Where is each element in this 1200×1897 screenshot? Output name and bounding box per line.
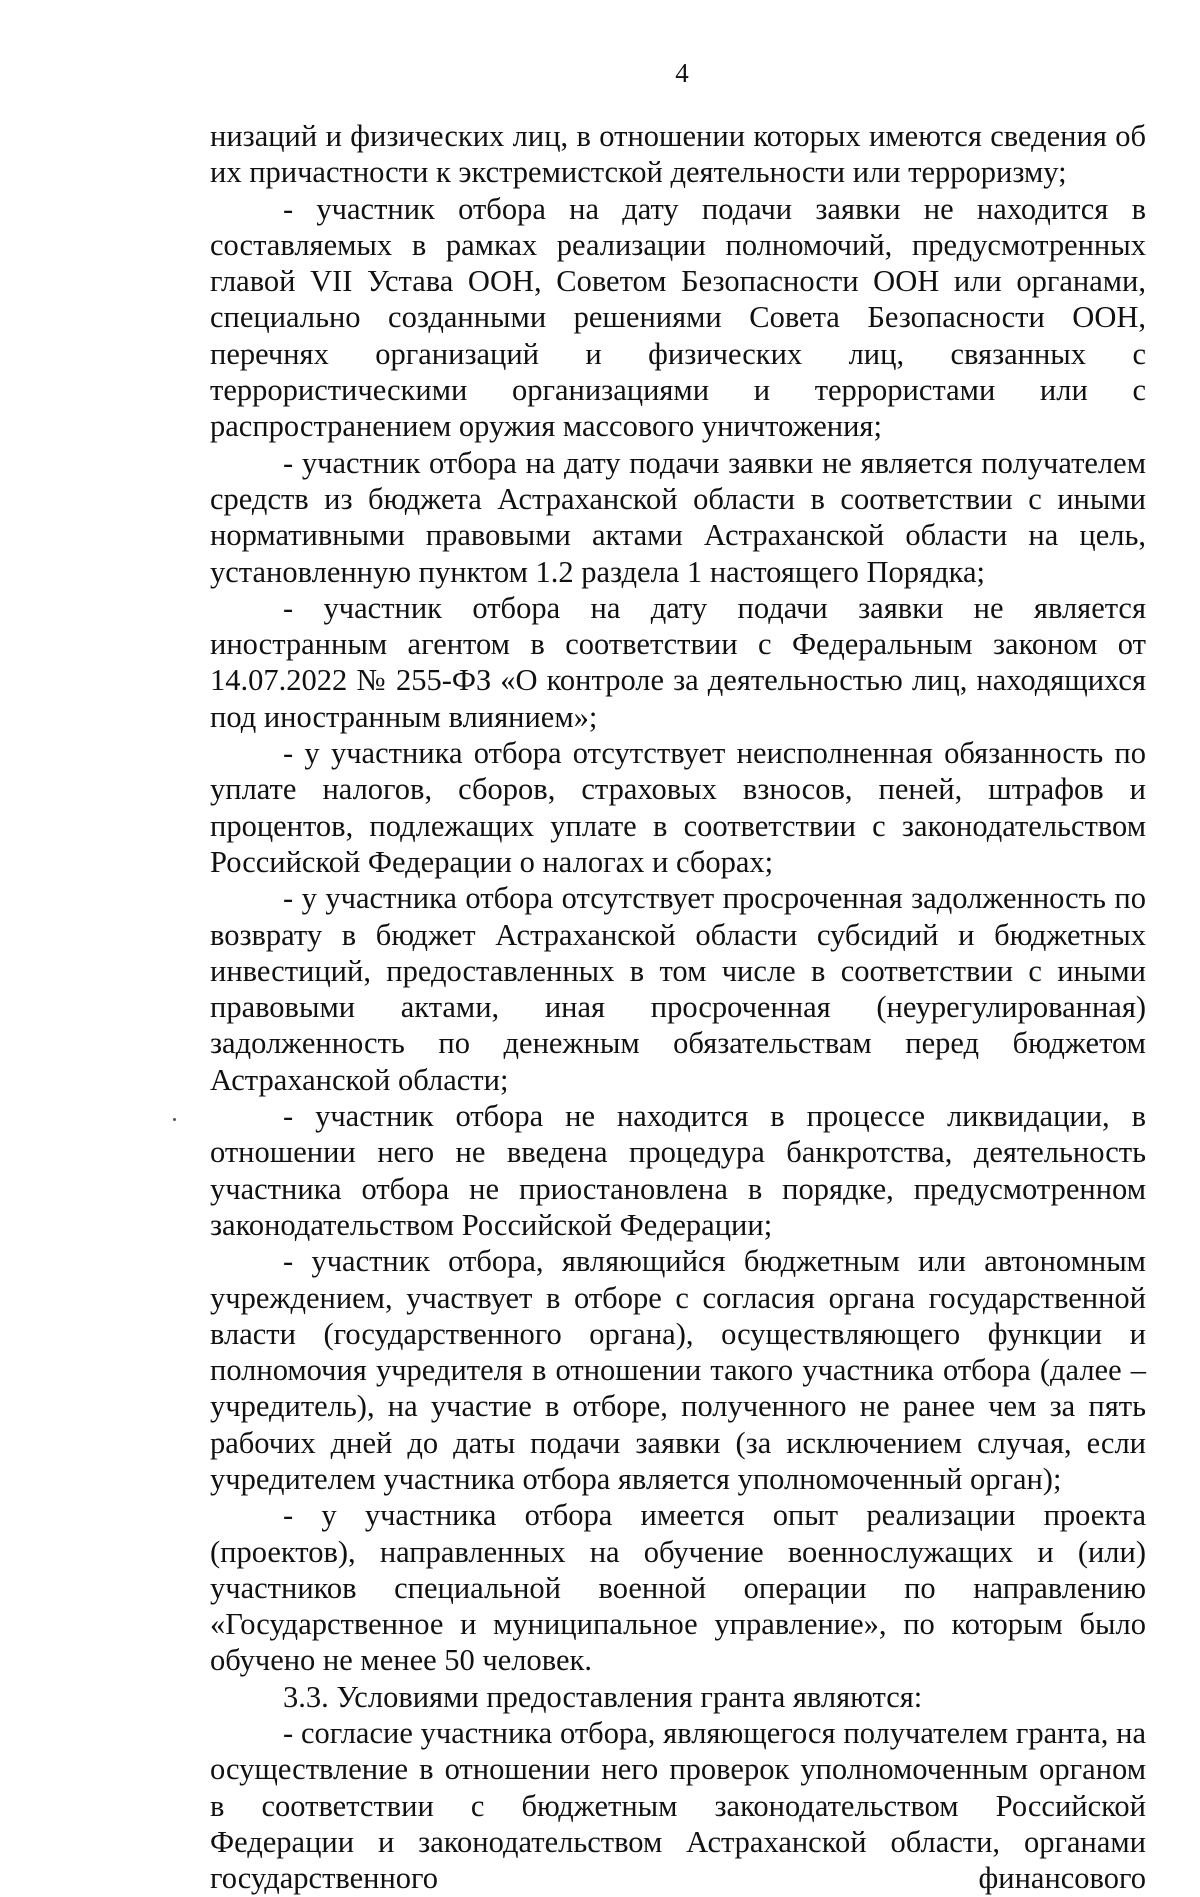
paragraph-no-liquidation: - участник отбора не находится в процессе ликвидации, в отношении него не введена процедура банкротства, деятельность участника отбора не приостановлена в порядке, предусмотренном законодательством Российской Федерации; [210,1099,1146,1242]
paragraph-continuation: низаций и физических лиц, в отношении которых имеются сведения об их причастности к экстремистской деятельности или терроризму; [210,119,1146,190]
paragraph-project-experience: - у участника отбора имеется опыт реализации проекта (проектов), направленных на обучение военнослужащих и (или) участников специальной военной операции по направлению «Государственное и муниципальное управление», по которым было обучено не менее 50 человек. [210,1498,1146,1678]
paragraph-no-overdue-debt: - у участника отбора отсутствует просроченная задолженность по возврату в бюджет Астраханской области субсидий и бюджетных инвестиций, предоставленных в том числе в соответствии с иными правовыми актами, иная просроченная (неурегулированная) задолженность по денежным обязательствам перед бюджетом Астраханской области; [210,881,1146,1097]
page-number: 4 [675,58,689,88]
section-heading-3-3: 3.3. Условиями предоставления гранта являются: [283,1679,923,1714]
document-body [210,118,1146,1897]
paragraph-not-foreign-agent: - участник отбора на дату подачи заявки не является иностранным агентом в соответствии с Федеральным законом от 14.07.2022 № 255-ФЗ «О контроле за деятельностью лиц, находящихся под иностранным влиянием»; [210,590,1146,734]
paragraph-not-budget-recipient: - участник отбора на дату подачи заявки не является получателем средств из бюджета Астраханской области в соответствии с иными нормативными правовыми актами Астраханской области на цель, установленную пунктом 1.2 раздела 1 настоящего Порядка; [210,445,1146,589]
paragraph-no-tax-debt: - у участника отбора отсутствует неисполненная обязанность по уплате налогов, сборов, страховых взносов, пеней, штрафов и процентов, подлежащих уплате в соответствии с законодательством Российской Федерации о налогах и сборах; [210,736,1146,879]
paragraph-founder-consent: - участник отбора, являющийся бюджетным или автономным учреждением, участвует в отборе с согласия органа государственной власти (государственного органа), осуществляющего функции и полномочия учредителя в отношении такого участника отбора (далее – учредитель), на участие в отборе, полученного не ранее чем за пять рабочих дней до даты подачи заявки (за исключением случая, если учредителем участника отбора является уполномоченный орган); [210,1244,1146,1496]
paragraph-inspection-consent: - согласие участника отбора, являющегося получателем гранта, на осуществление в отношении него проверок уполномоченным органом в соответствии с бюджетным законодательством Российской Федерации и законодательством Астраханской области, органами государственного финансового [210,1716,1146,1896]
scan-artifact-dot [173,1118,176,1121]
paragraph-un-sanctions: - участник отбора на дату подачи заявки не находится в составляемых в рамках реализации полномочий, предусмотренных главой VII Устава ООН, Советом Безопасности ООН или органами, специально созданными решениями Совета Безопасности ООН, перечнях организаций и физических лиц, связанных с террористическими организациями и террористами или с распространением оружия массового уничтожения; [210,191,1146,444]
